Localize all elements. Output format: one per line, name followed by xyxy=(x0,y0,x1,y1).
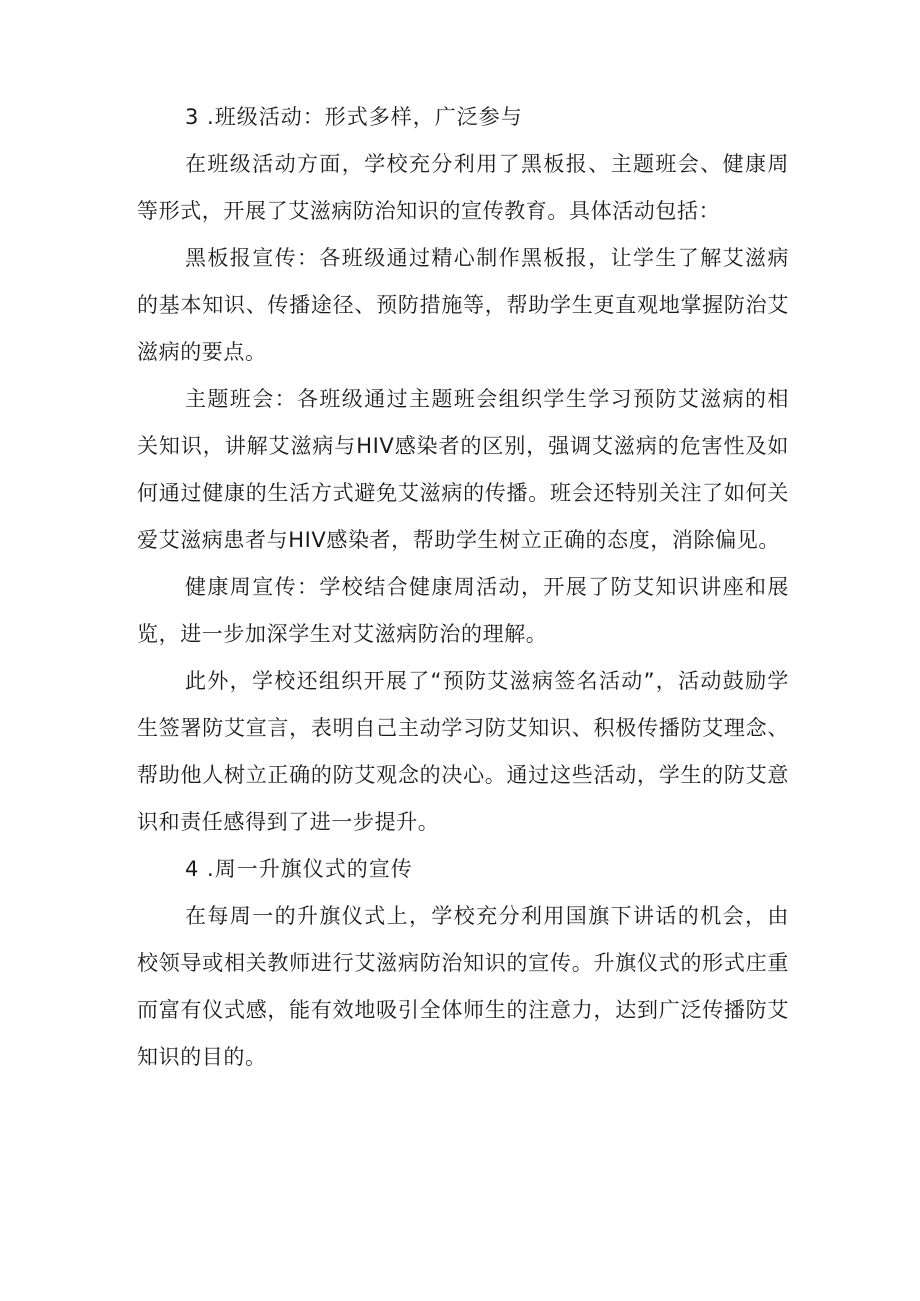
paragraph-signature-activity: 此外，学校还组织开展了“预防艾滋病签名活动”，活动鼓励学生签署防艾宣言，表明自己主动学习防艾知识、积极传播防艾理念、帮助他人树立正确的防艾观念的决心。通过这些活动，学生的防艾意识和责任感得到了进一步提升。 xyxy=(137,669,789,834)
document-body xyxy=(137,94,789,1081)
paragraph-class-activities-intro: 在班级活动方面，学校充分利用了黑板报、主题班会、健康周等形式，开展了艾滋病防治知识的宣传教育。具体活动包括： xyxy=(137,152,789,223)
paragraph-flag-ceremony: 在每周一的升旗仪式上，学校充分利用国旗下讲话的机会，由校领导或相关教师进行艾滋病防治知识的宣传。升旗仪式的形式庄重而富有仪式感，能有效地吸引全体师生的注意力，达到广泛传播防艾知识的目的。 xyxy=(137,904,789,1069)
paragraph-blackboard-newspaper: 黑板报宣传：各班级通过精心制作黑板报，让学生了解艾滋病的基本知识、传播途径、预防措施等，帮助学生更直观地掌握防治艾滋病的要点。 xyxy=(137,246,789,364)
paragraph-health-week: 健康周宣传：学校结合健康周活动，开展了防艾知识讲座和展览，进一步加深学生对艾滋病防治的理解。 xyxy=(137,575,789,646)
section-heading-flag-ceremony: 4 .周一升旗仪式的宣传 xyxy=(185,857,413,881)
paragraph-theme-class-meeting: 主题班会：各班级通过主题班会组织学生学习预防艾滋病的相关知识，讲解艾滋病与HIV感染者的区别，强调艾滋病的危害性及如何通过健康的生活方式避免艾滋病的传播。班会还特别关注了如何关爱艾滋病患者与HIV感染者，帮助学生树立正确的态度，消除偏见。 xyxy=(137,387,789,552)
section-heading-class-activities: 3 .班级活动：形式多样，广泛参与 xyxy=(185,105,523,129)
